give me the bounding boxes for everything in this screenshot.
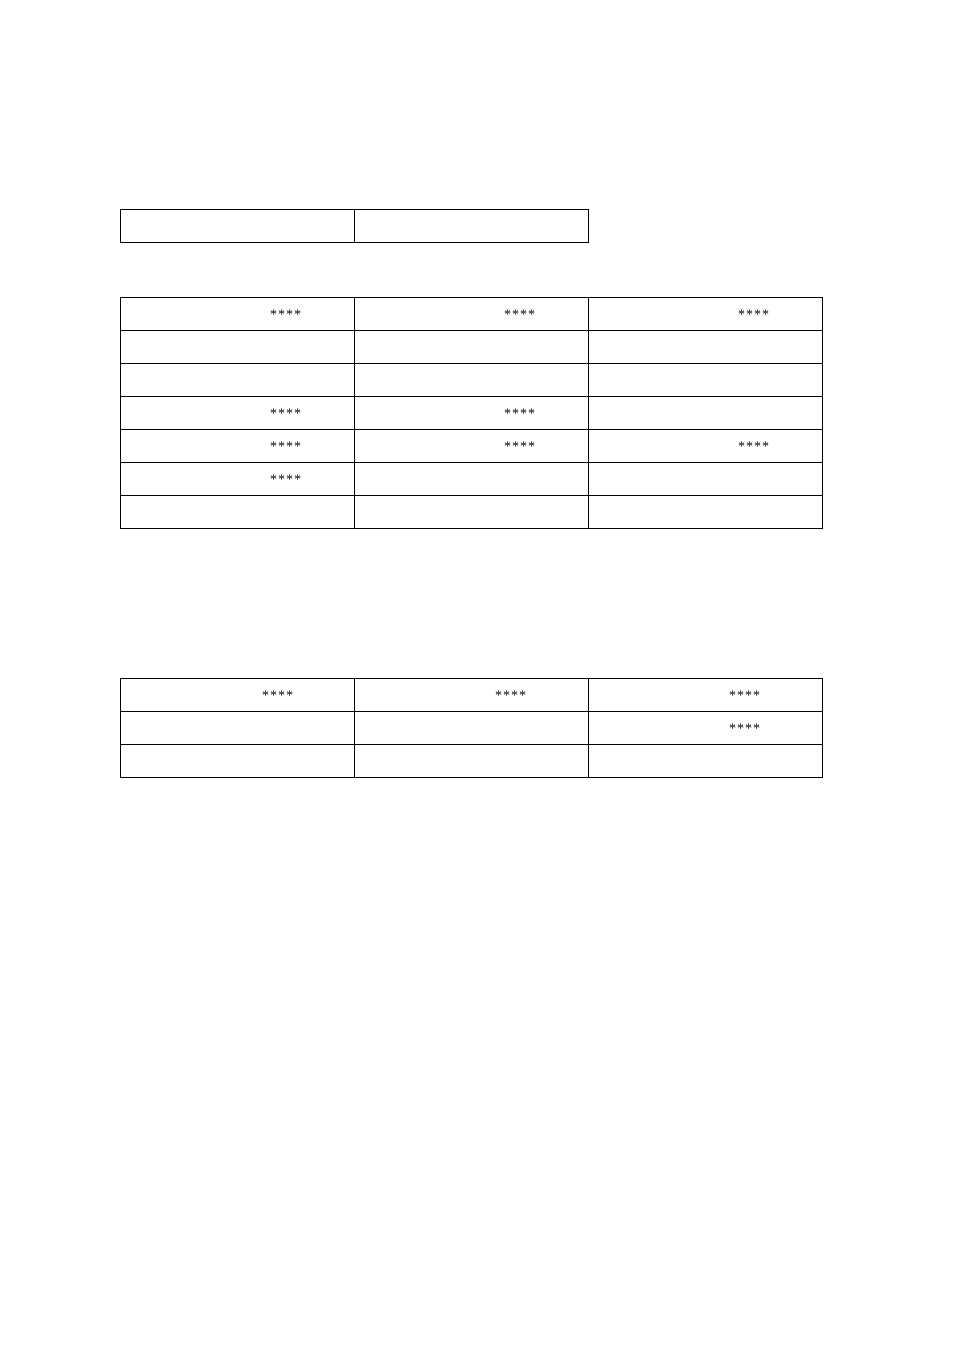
table-cell: [589, 712, 823, 745]
table-cell: [589, 463, 823, 496]
table-cell: [589, 397, 823, 430]
table-cell: [121, 430, 355, 463]
table-row: [121, 712, 823, 745]
table-cell: [121, 397, 355, 430]
table-cell: [355, 745, 589, 778]
table-cell: [589, 298, 823, 331]
table-cell: [355, 463, 589, 496]
cell-text: ****: [738, 439, 770, 455]
table-cell: [121, 331, 355, 364]
table-cell: [355, 430, 589, 463]
table-cell: [121, 463, 355, 496]
cell-text: ****: [270, 406, 302, 422]
table-cell: [355, 397, 589, 430]
table-row: [121, 298, 823, 331]
table-3: [120, 678, 823, 778]
table-cell: [589, 745, 823, 778]
table-cell: [121, 745, 355, 778]
table-cell: [121, 298, 355, 331]
table-row: [121, 679, 823, 712]
cell-text: ****: [729, 721, 761, 737]
table-row: [121, 364, 823, 397]
table-cell: [355, 679, 589, 712]
table-cell: [355, 210, 589, 243]
cell-text: ****: [504, 307, 536, 323]
cell-text: ****: [504, 439, 536, 455]
table-2: [120, 297, 823, 529]
table-cell: [589, 496, 823, 529]
table-cell: [589, 331, 823, 364]
table-cell: [589, 364, 823, 397]
cell-text: ****: [729, 688, 761, 704]
table-row: [121, 397, 823, 430]
cell-text: ****: [270, 439, 302, 455]
table-cell: [121, 210, 355, 243]
table-1: [120, 209, 589, 243]
cell-text: ****: [270, 307, 302, 323]
table-cell: [589, 430, 823, 463]
table-row: [121, 745, 823, 778]
table-cell: [355, 712, 589, 745]
table-cell: [589, 679, 823, 712]
table-row: [121, 463, 823, 496]
cell-text: ****: [495, 688, 527, 704]
table-cell: [355, 331, 589, 364]
table-cell: [355, 364, 589, 397]
cell-text: ****: [738, 307, 770, 323]
table-cell: [121, 712, 355, 745]
table-row: [121, 210, 589, 243]
table-row: [121, 496, 823, 529]
table-cell: [121, 364, 355, 397]
table-row: [121, 331, 823, 364]
table-cell: [355, 298, 589, 331]
cell-text: ****: [270, 472, 302, 488]
table-cell: [121, 679, 355, 712]
cell-text: ****: [262, 688, 294, 704]
table-row: [121, 430, 823, 463]
table-cell: [121, 496, 355, 529]
table-cell: [355, 496, 589, 529]
cell-text: ****: [504, 406, 536, 422]
